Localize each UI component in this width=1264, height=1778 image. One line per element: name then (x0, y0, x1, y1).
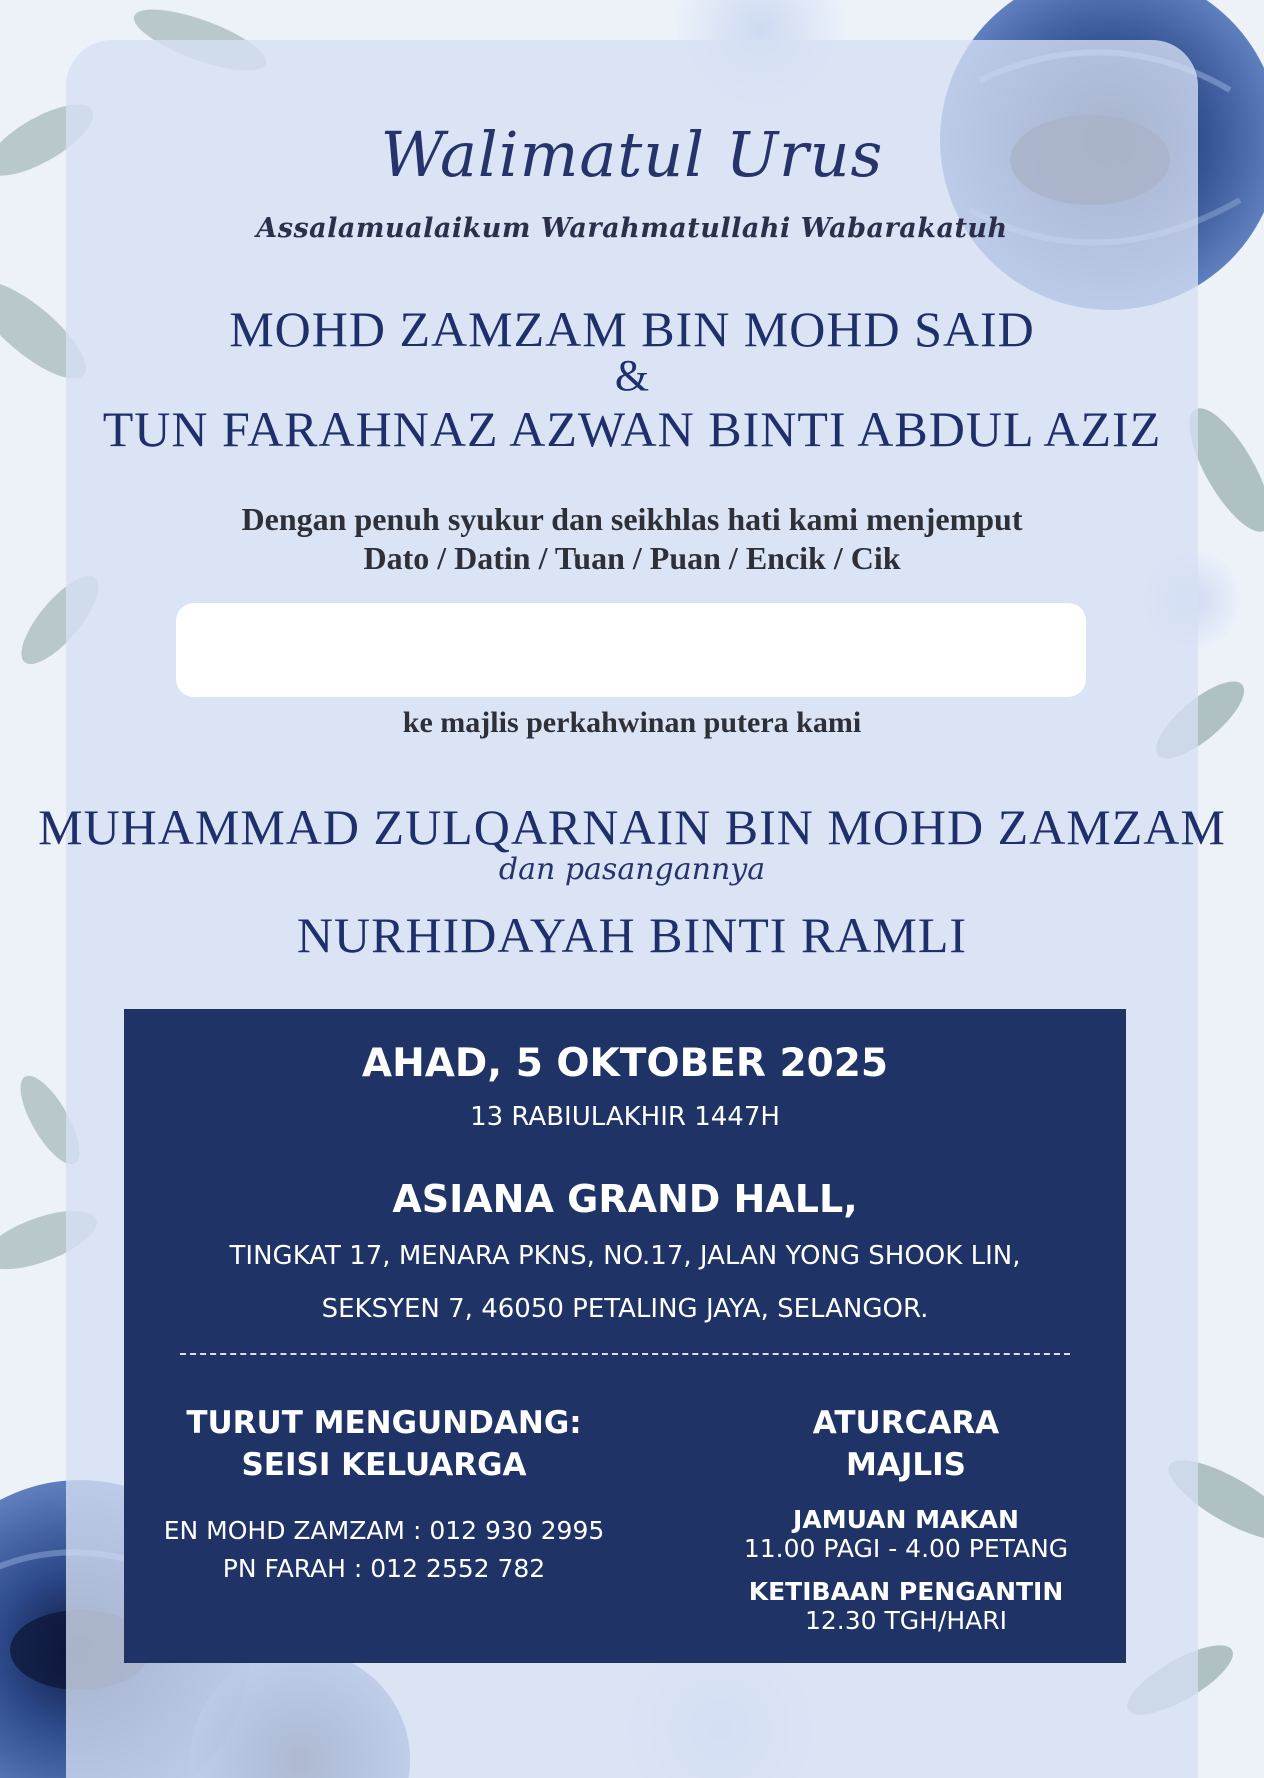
invitation-titles: Dato / Datin / Tuan / Puan / Encik / Cik (363, 540, 901, 576)
schedule-item-label: KETIBAAN PENGANTIN (748, 1577, 1064, 1606)
schedule-heading-1: ATURCARA (812, 1405, 1000, 1441)
hijri-date: 13 RABIULAKHIR 1447H (470, 1102, 780, 1132)
groom-name: MUHAMMAD ZULQARNAIN BIN MOHD ZAMZAM (38, 799, 1226, 855)
dashed-divider (180, 1353, 1070, 1355)
schedule-item-time: 12.30 TGH/HARI (804, 1606, 1008, 1635)
address-line-1: TINGKAT 17, MENARA PKNS, NO.17, JALAN YONG SHOOK LIN, (229, 1241, 1021, 1271)
couple-connector: dan pasangannya (498, 852, 766, 887)
guest-name-box (176, 603, 1086, 697)
salam-greeting: Assalamualaikum Warahmatullahi Wabarakatuh (256, 213, 1008, 244)
venue-name: ASIANA GRAND HALL, (392, 1177, 858, 1221)
contacts-heading-2: SEISI KELUARGA (241, 1447, 527, 1483)
ampersand: & (614, 351, 650, 400)
event-date: AHAD, 5 OKTOBER 2025 (361, 1041, 889, 1086)
host-mother-name: TUN FARAHNAZ AZWAN BINTI ABDUL AZIZ (102, 401, 1162, 457)
host-father-name: MOHD ZAMZAM BIN MOHD SAID (229, 301, 1035, 357)
contacts-heading-1: TURUT MENGUNDANG: (186, 1405, 582, 1441)
contact-item: PN FARAH : 012 2552 782 (222, 1554, 546, 1583)
event-details-panel (124, 1009, 1126, 1663)
bride-name: NURHIDAYAH BINTI RAMLI (296, 907, 968, 963)
invitation-line-3: ke majlis perkahwinan putera kami (402, 706, 862, 739)
schedule-item-label: JAMUAN MAKAN (793, 1505, 1019, 1534)
contact-item: EN MOHD ZAMZAM : 012 930 2995 (163, 1516, 605, 1545)
invitation-line-1: Dengan penuh syukur dan seikhlas hati kami menjemput (241, 501, 1023, 537)
invitation-title: Walimatul Urus (380, 118, 884, 191)
schedule-heading-2: MAJLIS (846, 1447, 966, 1483)
address-line-2: SEKSYEN 7, 46050 PETALING JAYA, SELANGOR. (321, 1294, 929, 1324)
schedule-item-time: 11.00 PAGI - 4.00 PETANG (743, 1534, 1069, 1563)
